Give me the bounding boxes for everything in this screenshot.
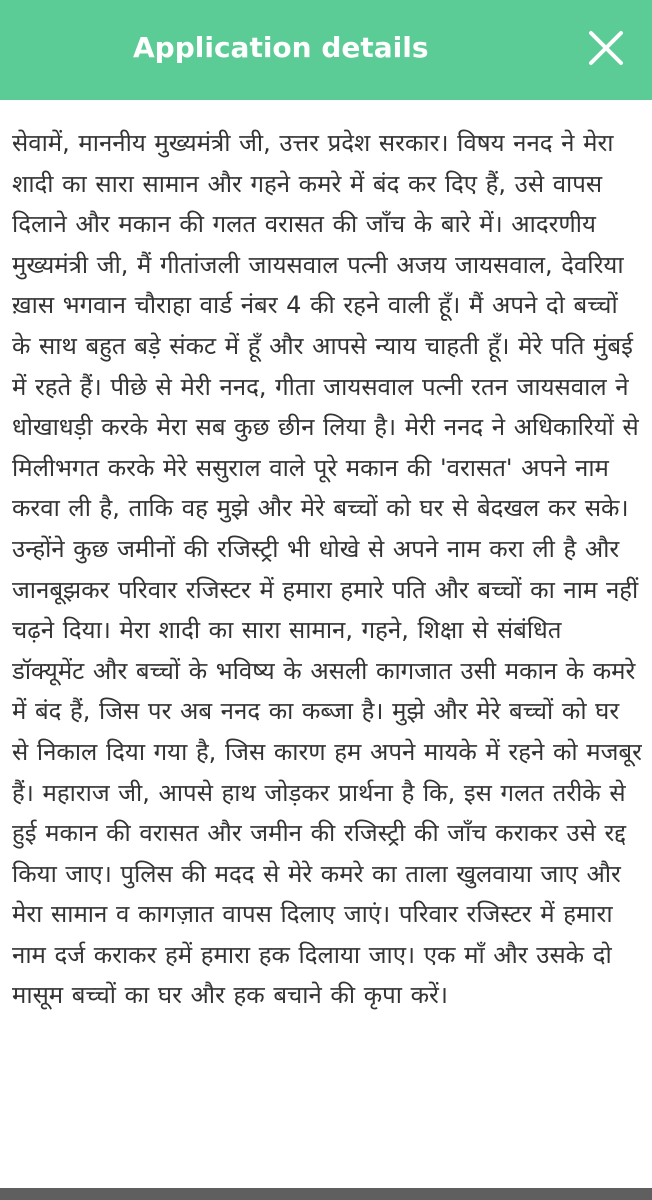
header-bar — [0, 0, 652, 100]
close-icon — [586, 28, 626, 68]
application-content — [12, 123, 642, 1183]
page-title: Application details — [133, 31, 429, 64]
application-body-text: सेवामें, माननीय मुख्यमंत्री जी, उत्तर प्रदेश सरकार। विषय ननद ने मेरा शादी का सारा सामान और गहने कमरे में बंद कर दिए हैं, उसे वापस दिलाने और मकान की गलत वरासत की जाँच के बारे में। आदरणीय मुख्यमंत्री जी, मैं गीतांजली जायसवाल पत्नी अजय जायसवाल, देवरिया ख़ास भगवान चौराहा वार्ड नंबर 4 की रहने वाली हूँ। मैं अपने दो बच्चों के साथ बहुत बड़े संकट में हूँ और आपसे न्याय चाहती हूँ। मेरे पति मुंबई में रहते हैं। पीछे से मेरी ननद, गीता जायसवाल पत्नी रतन जायसवाल ने धोखाधड़ी करके मेरा सब कुछ छीन लिया है। मेरी ननद ने अधिकारियों से मिलीभगत करके मेरे ससुराल वाले पूरे मकान की 'वरासत' अपने नाम करवा ली है, ताकि वह मुझे और मेरे बच्चों को घर से बेदखल कर सके। उन्होंने कुछ जमीनों की रजिस्ट्री भी धोखे से अपने नाम करा ली है और जानबूझकर परिवार रजिस्टर में हमारा हमारे पति और बच्चों का नाम नहीं चढ़ने दिया। मेरा शादी का सारा सामान, गहने, शिक्षा से संबंधित डॉक्यूमेंट और बच्चों के भविष्य के असली कागजात उसी मकान के कमरे में बंद हैं, जिस पर अब ननद का कब्जा है। मुझे और मेरे बच्चों को घर से निकाल दिया गया है, जिस कारण हम अपने मायके में रहने को मजबूर हैं। महाराज जी, आपसे हाथ जोड़कर प्रार्थना है कि, इस गलत तरीके से हुई मकान की वरासत और जमीन की रजिस्ट्री की जाँच कराकर उसे रद्द किया जाए। पुलिस की मदद से मेरे कमरे का ताला खुलवाया जाए और मेरा सामान व कागज़ात वापस दिलाए जाएं। परिवार रजिस्टर में हमारा नाम दर्ज कराकर हमें हमारा हक दिलाया जाए। एक माँ और उसके दो मासूम बच्चों का घर और हक बचाने की कृपा करें। — [12, 129, 642, 1010]
close-button[interactable] — [572, 18, 640, 78]
bottom-bar — [0, 1188, 652, 1200]
